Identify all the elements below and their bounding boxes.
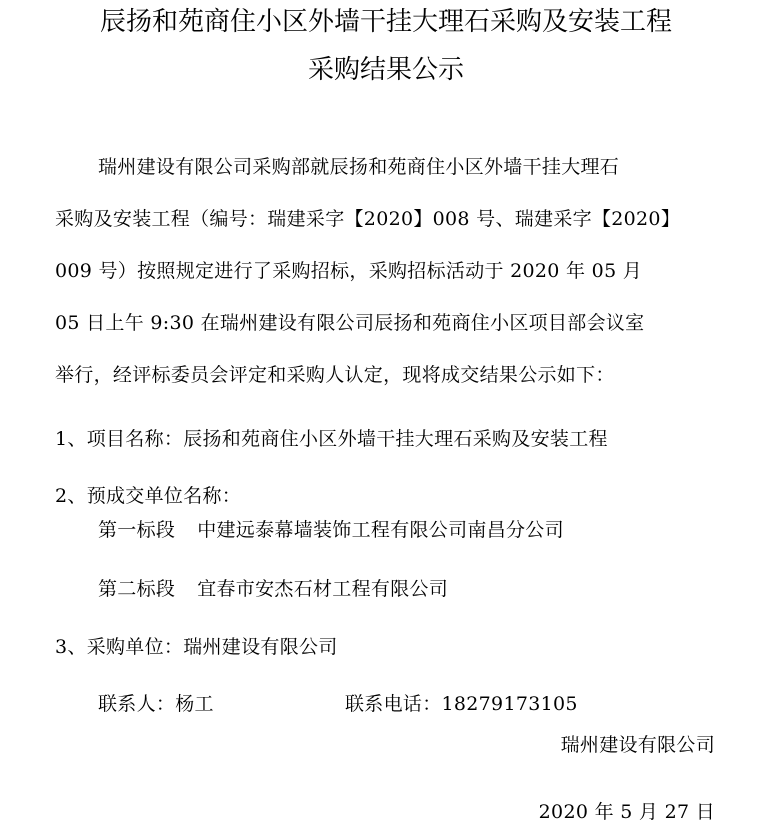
intro-paragraph-line-3: 009 号）按照规定进行了采购招标，采购招标活动于 2020 年 05 月 — [55, 260, 643, 282]
signature-organization: 瑞州建设有限公司 — [560, 734, 715, 756]
bid-section-2-company: 宜春市安杰石材工程有限公司 — [197, 578, 449, 600]
contact-phone: 联系电话：18279173105 — [345, 693, 578, 715]
intro-paragraph-line-4: 05 日上午 9:30 在瑞州建设有限公司辰扬和苑商住小区项目部会议室 — [55, 312, 645, 334]
project-name-item: 1、项目名称：辰扬和苑商住小区外墙干挂大理石采购及安装工程 — [55, 428, 608, 450]
bid-section-1-company: 中建远泰幕墙装饰工程有限公司南昌分公司 — [197, 519, 564, 541]
intro-paragraph-line-5: 举行，经评标委员会评定和采购人认定，现将成交结果公示如下： — [55, 364, 615, 386]
bid-section-2-label: 第二标段 — [98, 578, 176, 600]
contact-person: 联系人：杨工 — [98, 693, 214, 715]
document-title: 辰扬和苑商住小区外墙干挂大理石采购及安装工程 — [99, 7, 672, 37]
bid-section-1 — [98, 516, 564, 544]
intro-paragraph-line-2: 采购及安装工程（编号：瑞建采字【2020】008 号、瑞建采字【2020】 — [55, 208, 681, 230]
bid-section-1-label: 第一标段 — [98, 519, 176, 541]
signature-date: 2020 年 5 月 27 日 — [538, 801, 715, 823]
bid-section-2 — [98, 575, 448, 603]
intro-paragraph-line-1: 瑞州建设有限公司采购部就辰扬和苑商住小区外墙干挂大理石 — [98, 156, 620, 178]
document-subtitle: 采购结果公示 — [307, 55, 464, 85]
winners-heading: 2、预成交单位名称： — [55, 485, 242, 507]
purchaser-item: 3、采购单位：瑞州建设有限公司 — [55, 636, 338, 658]
